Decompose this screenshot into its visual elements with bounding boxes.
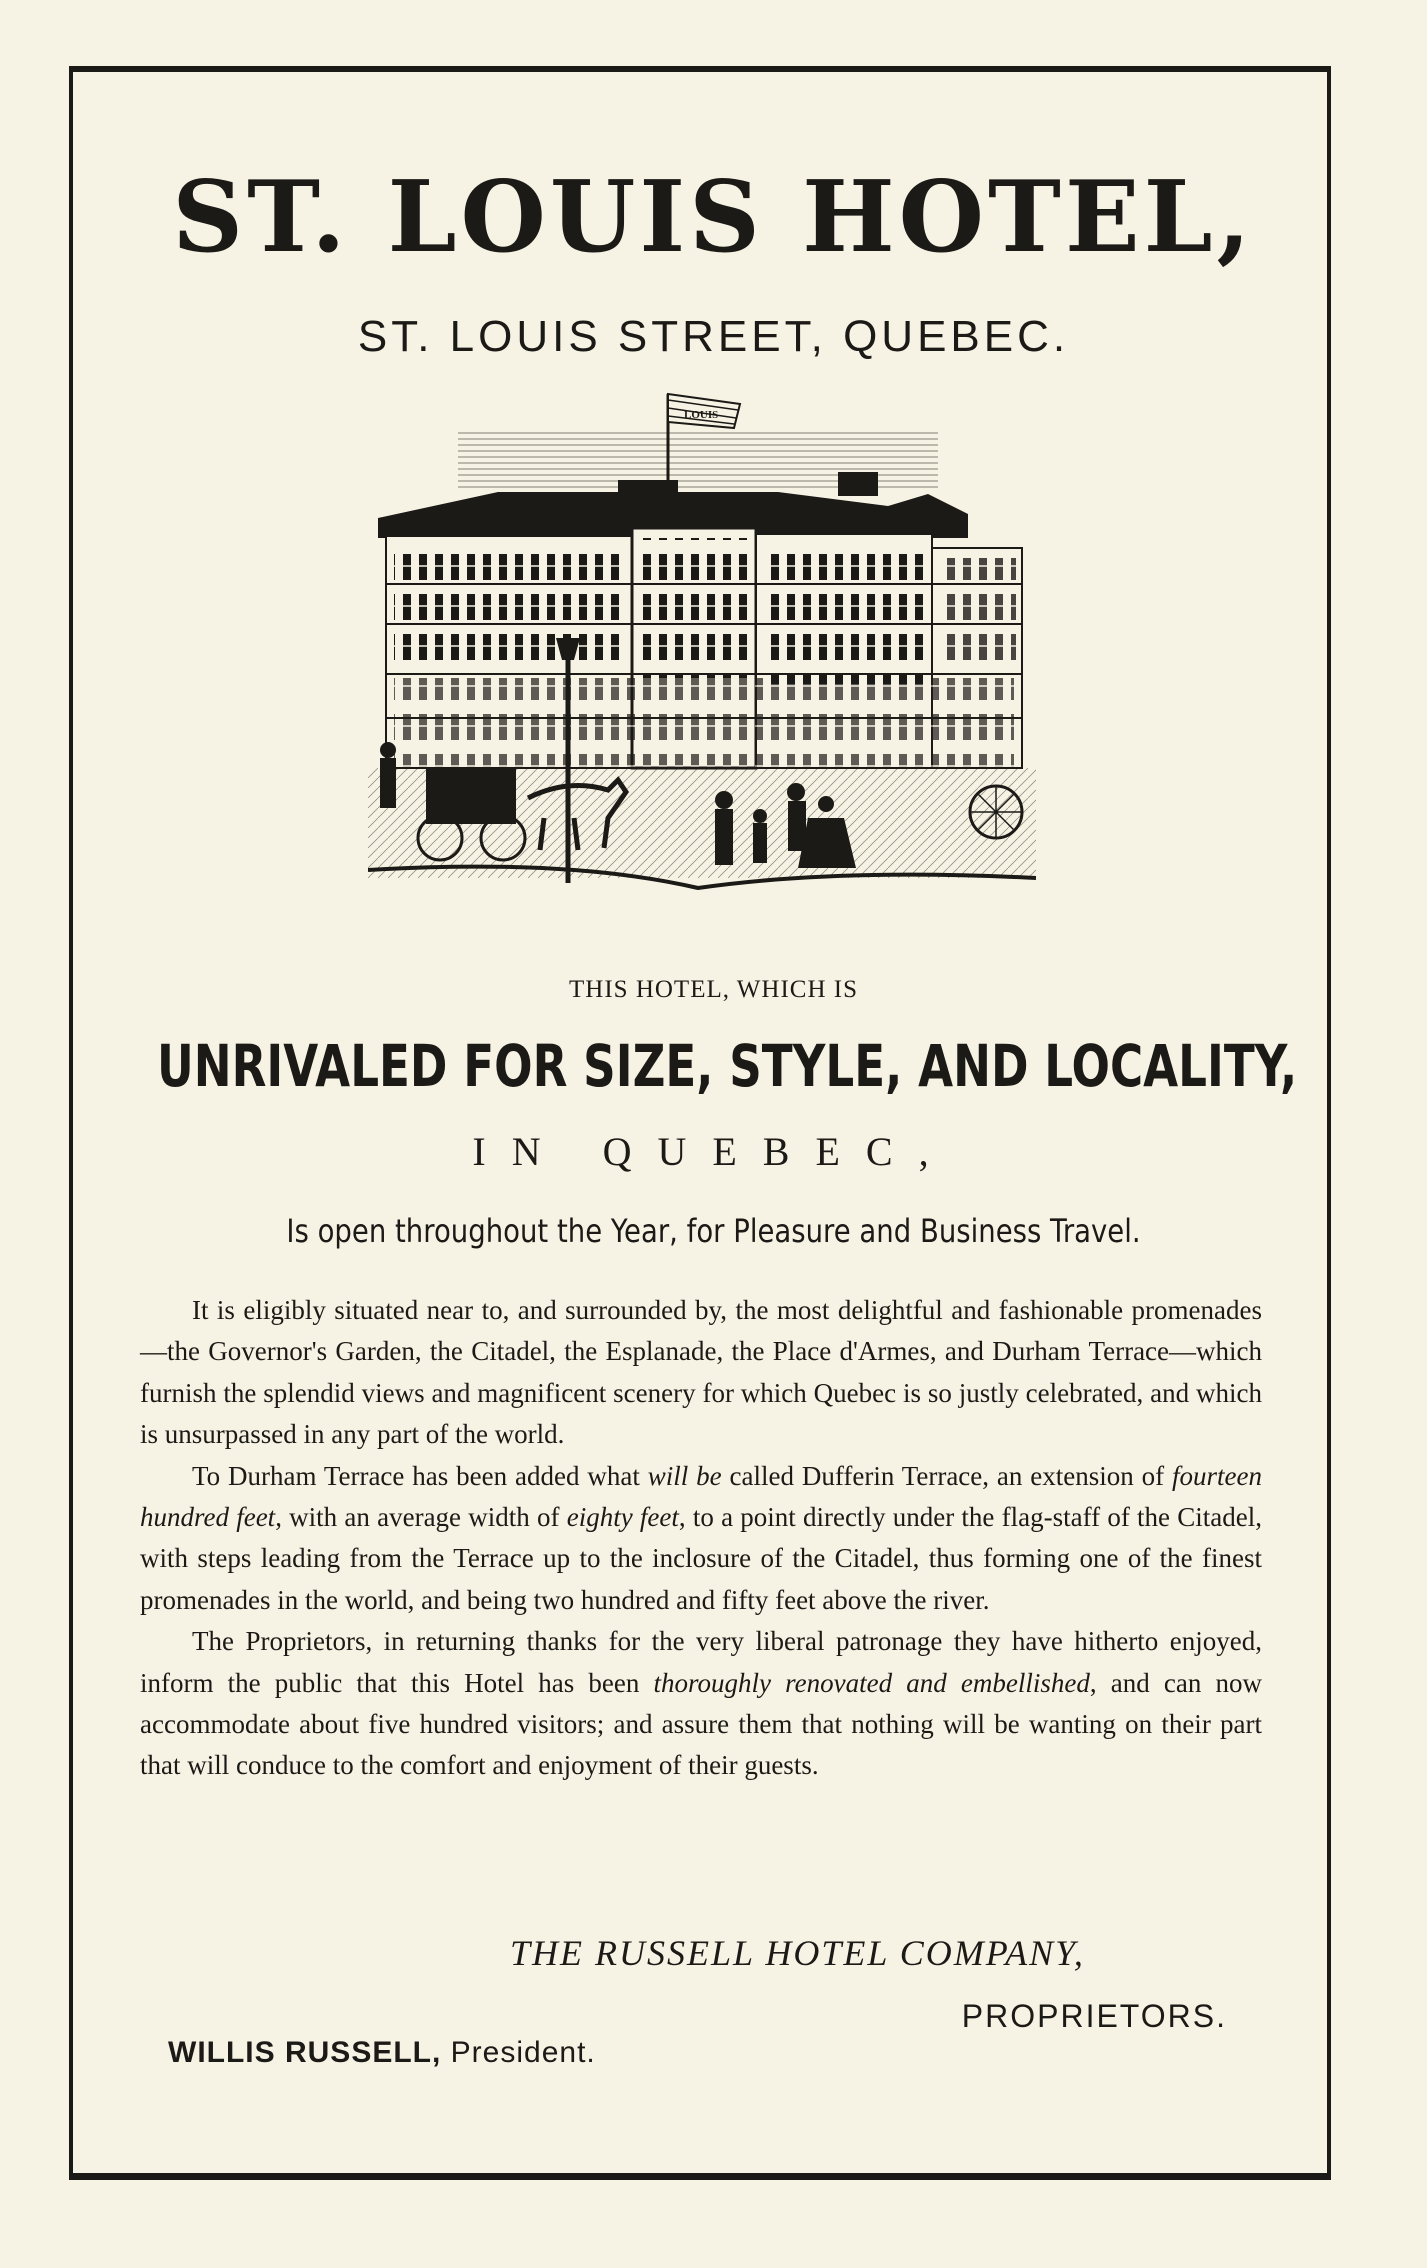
page-border-frame <box>69 66 1331 2180</box>
company-name: THE RUSSELL HOTEL COMPANY, <box>510 1933 1085 1973</box>
paragraph-1: It is eligibly situated near to, and surrounded by, the most delightful and fashionable promenades—the Governor's Garden, the Citadel, the Esplanade, the Place d'Armes, and Durham Terrace—which furnish the splendid views and magnificent scenery for which Quebec is so justly celebrated, and which is unsurpassed in any part of the world. <box>140 1295 1262 1450</box>
president-signature <box>168 2036 596 2070</box>
p2-emphasis-width: eighty feet <box>566 1502 679 1533</box>
flag-text: LOUIS <box>684 409 719 421</box>
open-line: Is open throughout the Year, for Pleasure and Business Travel. <box>286 1212 1141 1250</box>
p3-text-c: , and can now accommodate about five hundred visitors; and assure them that nothing will be wanting on their part that will conduce to the comfort and enjoyment of their guests. <box>140 1667 1262 1781</box>
hotel-title: ST. LOUIS HOTEL, <box>172 160 1255 275</box>
president-role: President. <box>450 2036 596 2069</box>
paragraph-2 <box>140 1456 1262 1622</box>
body-text <box>140 1290 1262 1787</box>
p2-text-g: , to a point directly under the flag-staff of the Citadel, with steps leading from the Terrace up to the inclosure of the Citadel, thus forming one of the finest promenades in the world, and being two hundred and fifty feet above the river. <box>140 1502 1262 1615</box>
location-line: IN QUEBEC, <box>472 1129 955 1174</box>
p2-text-a: To Durham Terrace has been added what <box>192 1460 648 1491</box>
p2-text-e: , with an average width of <box>275 1502 567 1533</box>
p2-emphasis-will-be: will be <box>647 1460 722 1491</box>
paragraph-3 <box>140 1621 1262 1787</box>
headline: UNRIVALED FOR SIZE, STYLE, AND LOCALITY, <box>156 1032 1298 1100</box>
hotel-engraving-illustration <box>368 388 1036 908</box>
p2-emphasis-length: fourteen hundred feet <box>140 1460 1263 1533</box>
p2-text-c: called Dufferin Terrace, an extension of <box>721 1460 1173 1491</box>
president-name: WILLIS RUSSELL, <box>168 2036 442 2069</box>
p3-emphasis-renovated: thoroughly renovated and embellished <box>653 1667 1090 1698</box>
proprietors-label: PROPRIETORS. <box>961 1998 1227 2034</box>
p3-text-a: The Proprietors, in returning thanks for the very liberal patronage they have hitherto enjoyed, inform the public that this Hotel has been <box>140 1626 1262 1698</box>
hotel-address: ST. LOUIS STREET, QUEBEC. <box>357 312 1070 361</box>
intro-line: THIS HOTEL, WHICH IS <box>569 976 858 1003</box>
